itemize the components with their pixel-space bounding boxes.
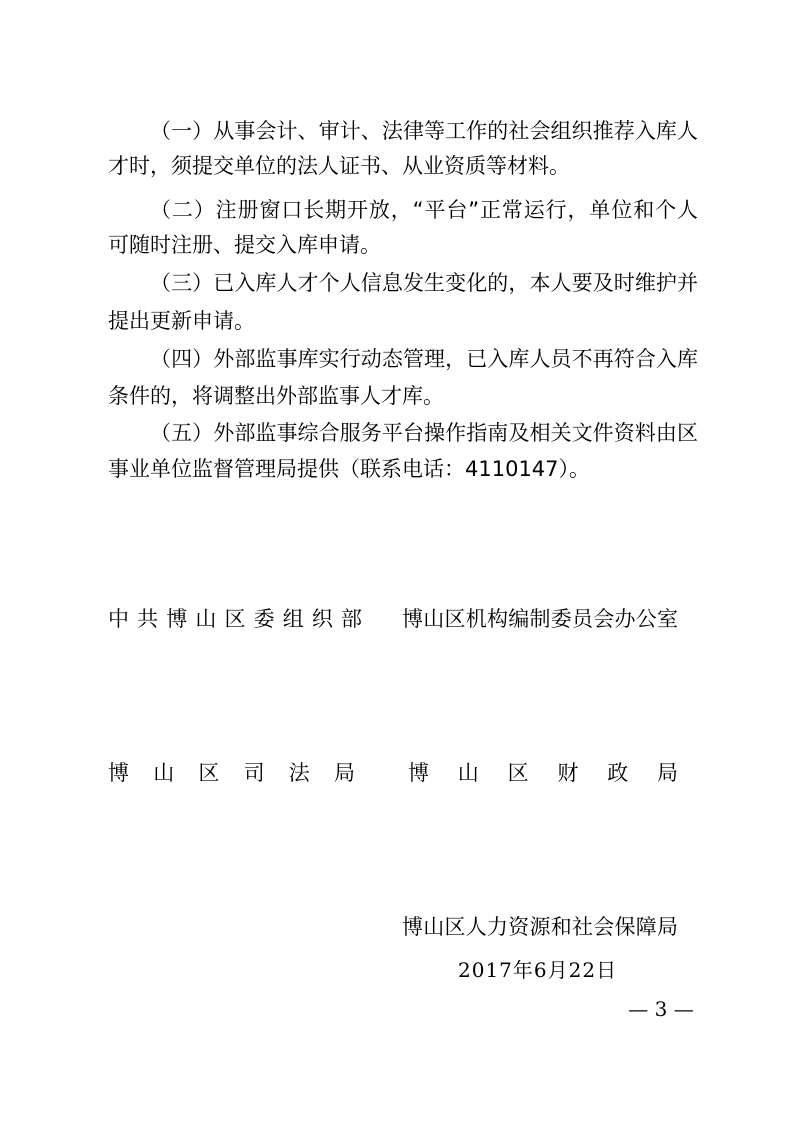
paragraph-4-line-1: （四）外部监事库实行动态管理，已入库人员不再符合入库	[150, 347, 698, 371]
paragraph-2-line-1: （二）注册窗口长期开放，“平台”正常运行，单位和个人	[150, 198, 698, 222]
signature-staffing-office: 博山区机构编制委员会办公室	[402, 607, 678, 631]
signature-org-department: 中共博山区委组织部	[108, 607, 362, 631]
paragraph-4-line-2: 条件的，将调整出外部监事人才库。	[108, 384, 444, 408]
signature-justice-bureau: 博山区司法局	[108, 761, 355, 785]
paragraph-5-line-2: 事业单位监督管理局提供（联系电话：4110147）。	[108, 457, 591, 481]
page-number: — 3 —	[628, 997, 694, 1021]
paragraph-2-line-2: 可随时注册、提交入库申请。	[108, 233, 381, 257]
paragraph-1-line-1: （一）从事会计、审计、法律等工作的社会组织推荐入库人	[150, 119, 698, 143]
paragraph-3-line-2: 提出更新申请。	[108, 309, 255, 333]
signature-hr-bureau: 博山区人力资源和社会保障局	[402, 915, 678, 939]
signature-finance-bureau: 博山区财政局	[408, 761, 678, 785]
paragraph-1-line-2: 才时，须提交单位的法人证书、从业资质等材料。	[108, 154, 570, 178]
paragraph-3-line-1: （三）已入库人才个人信息发生变化的，本人要及时维护并	[150, 271, 698, 295]
paragraph-5-line-1: （五）外部监事综合服务平台操作指南及相关文件资料由区	[150, 421, 698, 445]
document-date: 2017年6月22日	[458, 958, 618, 982]
